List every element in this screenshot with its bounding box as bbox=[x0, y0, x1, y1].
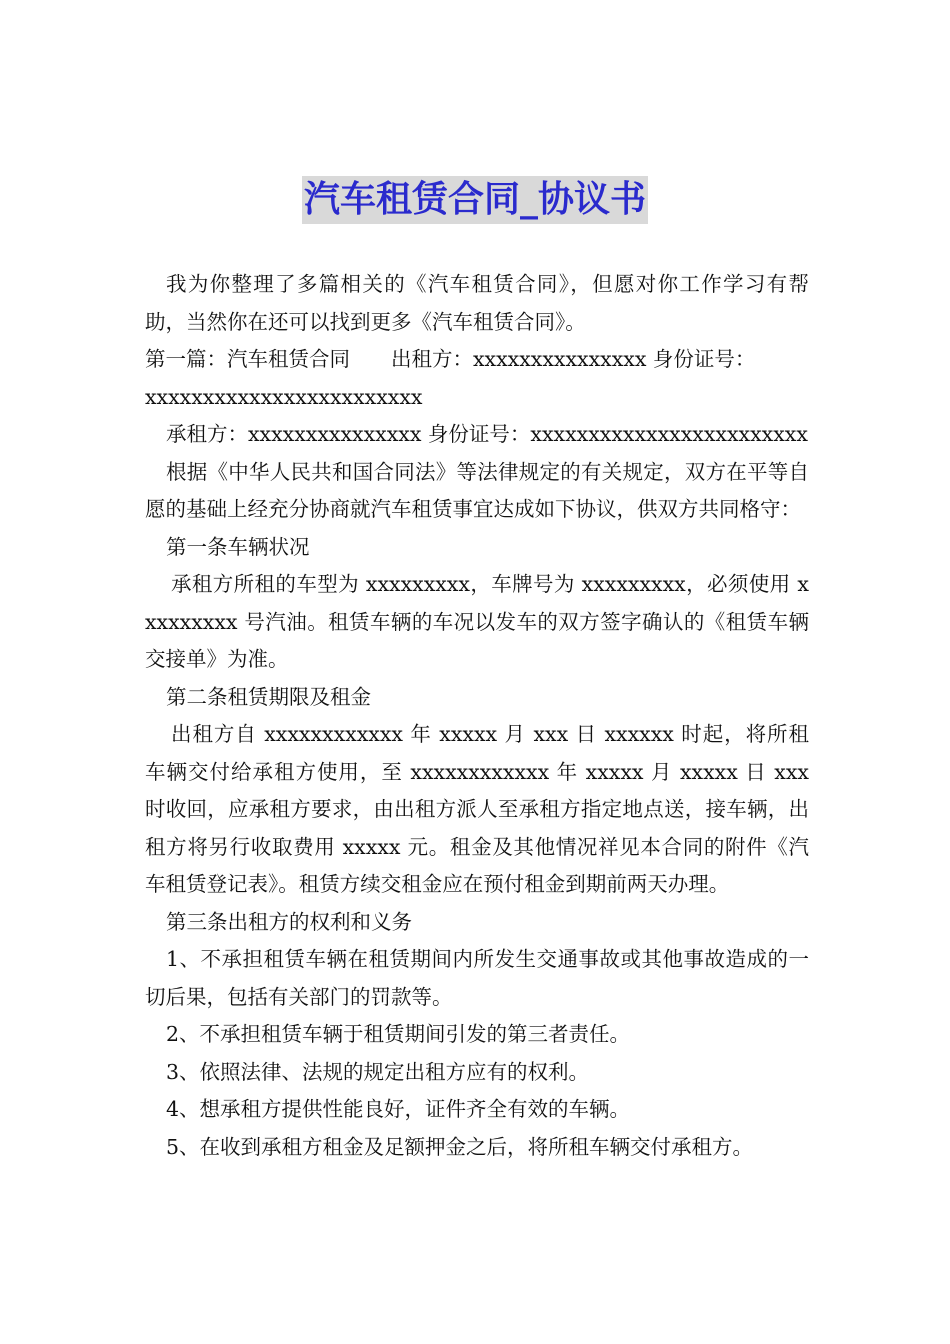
intro-paragraph: 我为你整理了多篇相关的《汽车租赁合同》，但愿对你工作学习有帮助，当然你在还可以找到更多《汽车租赁合同》。 bbox=[145, 272, 809, 334]
article-3-item-4: 4、想承租方提供性能良好，证件齐全有效的车辆。 bbox=[166, 1097, 631, 1121]
basis-paragraph: 根据《中华人民共和国合同法》等法律规定的有关规定，双方在平等自愿的基础上经充分协商就汽车租赁事宜达成如下协议，供双方共同格守： bbox=[145, 459, 809, 521]
article-3-item-3: 3、依照法律、法规的规定出租方应有的权利。 bbox=[166, 1059, 590, 1084]
lessee-line: 承租方：xxxxxxxxxxxxxxx 身份证号：xxxxxxxxxxxxxxxxxxxxxxxx bbox=[166, 422, 808, 446]
article-3-item-5: 5、在收到承租方租金及足额押金之后，将所租车辆交付承租方。 bbox=[166, 1134, 754, 1159]
lessor-id: xxxxxxxxxxxxxxxxxxxxxxxx bbox=[145, 384, 423, 409]
document-body bbox=[145, 266, 809, 1166]
document-title: 汽车租赁合同_协议书 bbox=[302, 176, 648, 224]
article-2-body: 出租方自 xxxxxxxxxxxx 年 xxxxx 月 xxx 日 xxxxxx 时起，将所租车辆交付给承租方使用，至 xxxxxxxxxxxx 年 xxxxx 月 xxxxx 日 xxx 时收回，应承租方要求，由出租方派人至承租方指定地点送，接车辆，出租方将另行收取费用 xxxxx 元。租金及其他情况祥见本合同的附件《汽车租赁登记表》。租赁方续交租金应在预付租金到期前两天办理。 bbox=[145, 722, 809, 896]
article-3-title: 第三条出租方的权利和义务 bbox=[166, 909, 412, 934]
lessor-line: 第一篇：汽车租赁合同 出租方：xxxxxxxxxxxxxxx 身份证号： bbox=[145, 347, 756, 371]
article-3-item-2: 2、不承担租赁车辆于租赁期间引发的第三者责任。 bbox=[166, 1022, 631, 1046]
article-1-title: 第一条车辆状况 bbox=[166, 534, 310, 559]
article-1-body: 承租方所租的车型为 xxxxxxxxx，车牌号为 xxxxxxxxx，必须使用 xxxxxxxxx 号汽油。租赁车辆的车况以发车的双方签字确认的《租赁车辆交接单》为准。 bbox=[145, 572, 809, 671]
article-3-item-1: 1、不承担租赁车辆在租赁期间内所发生交通事故或其他事故造成的一切后果，包括有关部门的罚款等。 bbox=[145, 947, 809, 1009]
title-area bbox=[0, 176, 950, 224]
article-2-title: 第二条租赁期限及租金 bbox=[166, 684, 371, 709]
